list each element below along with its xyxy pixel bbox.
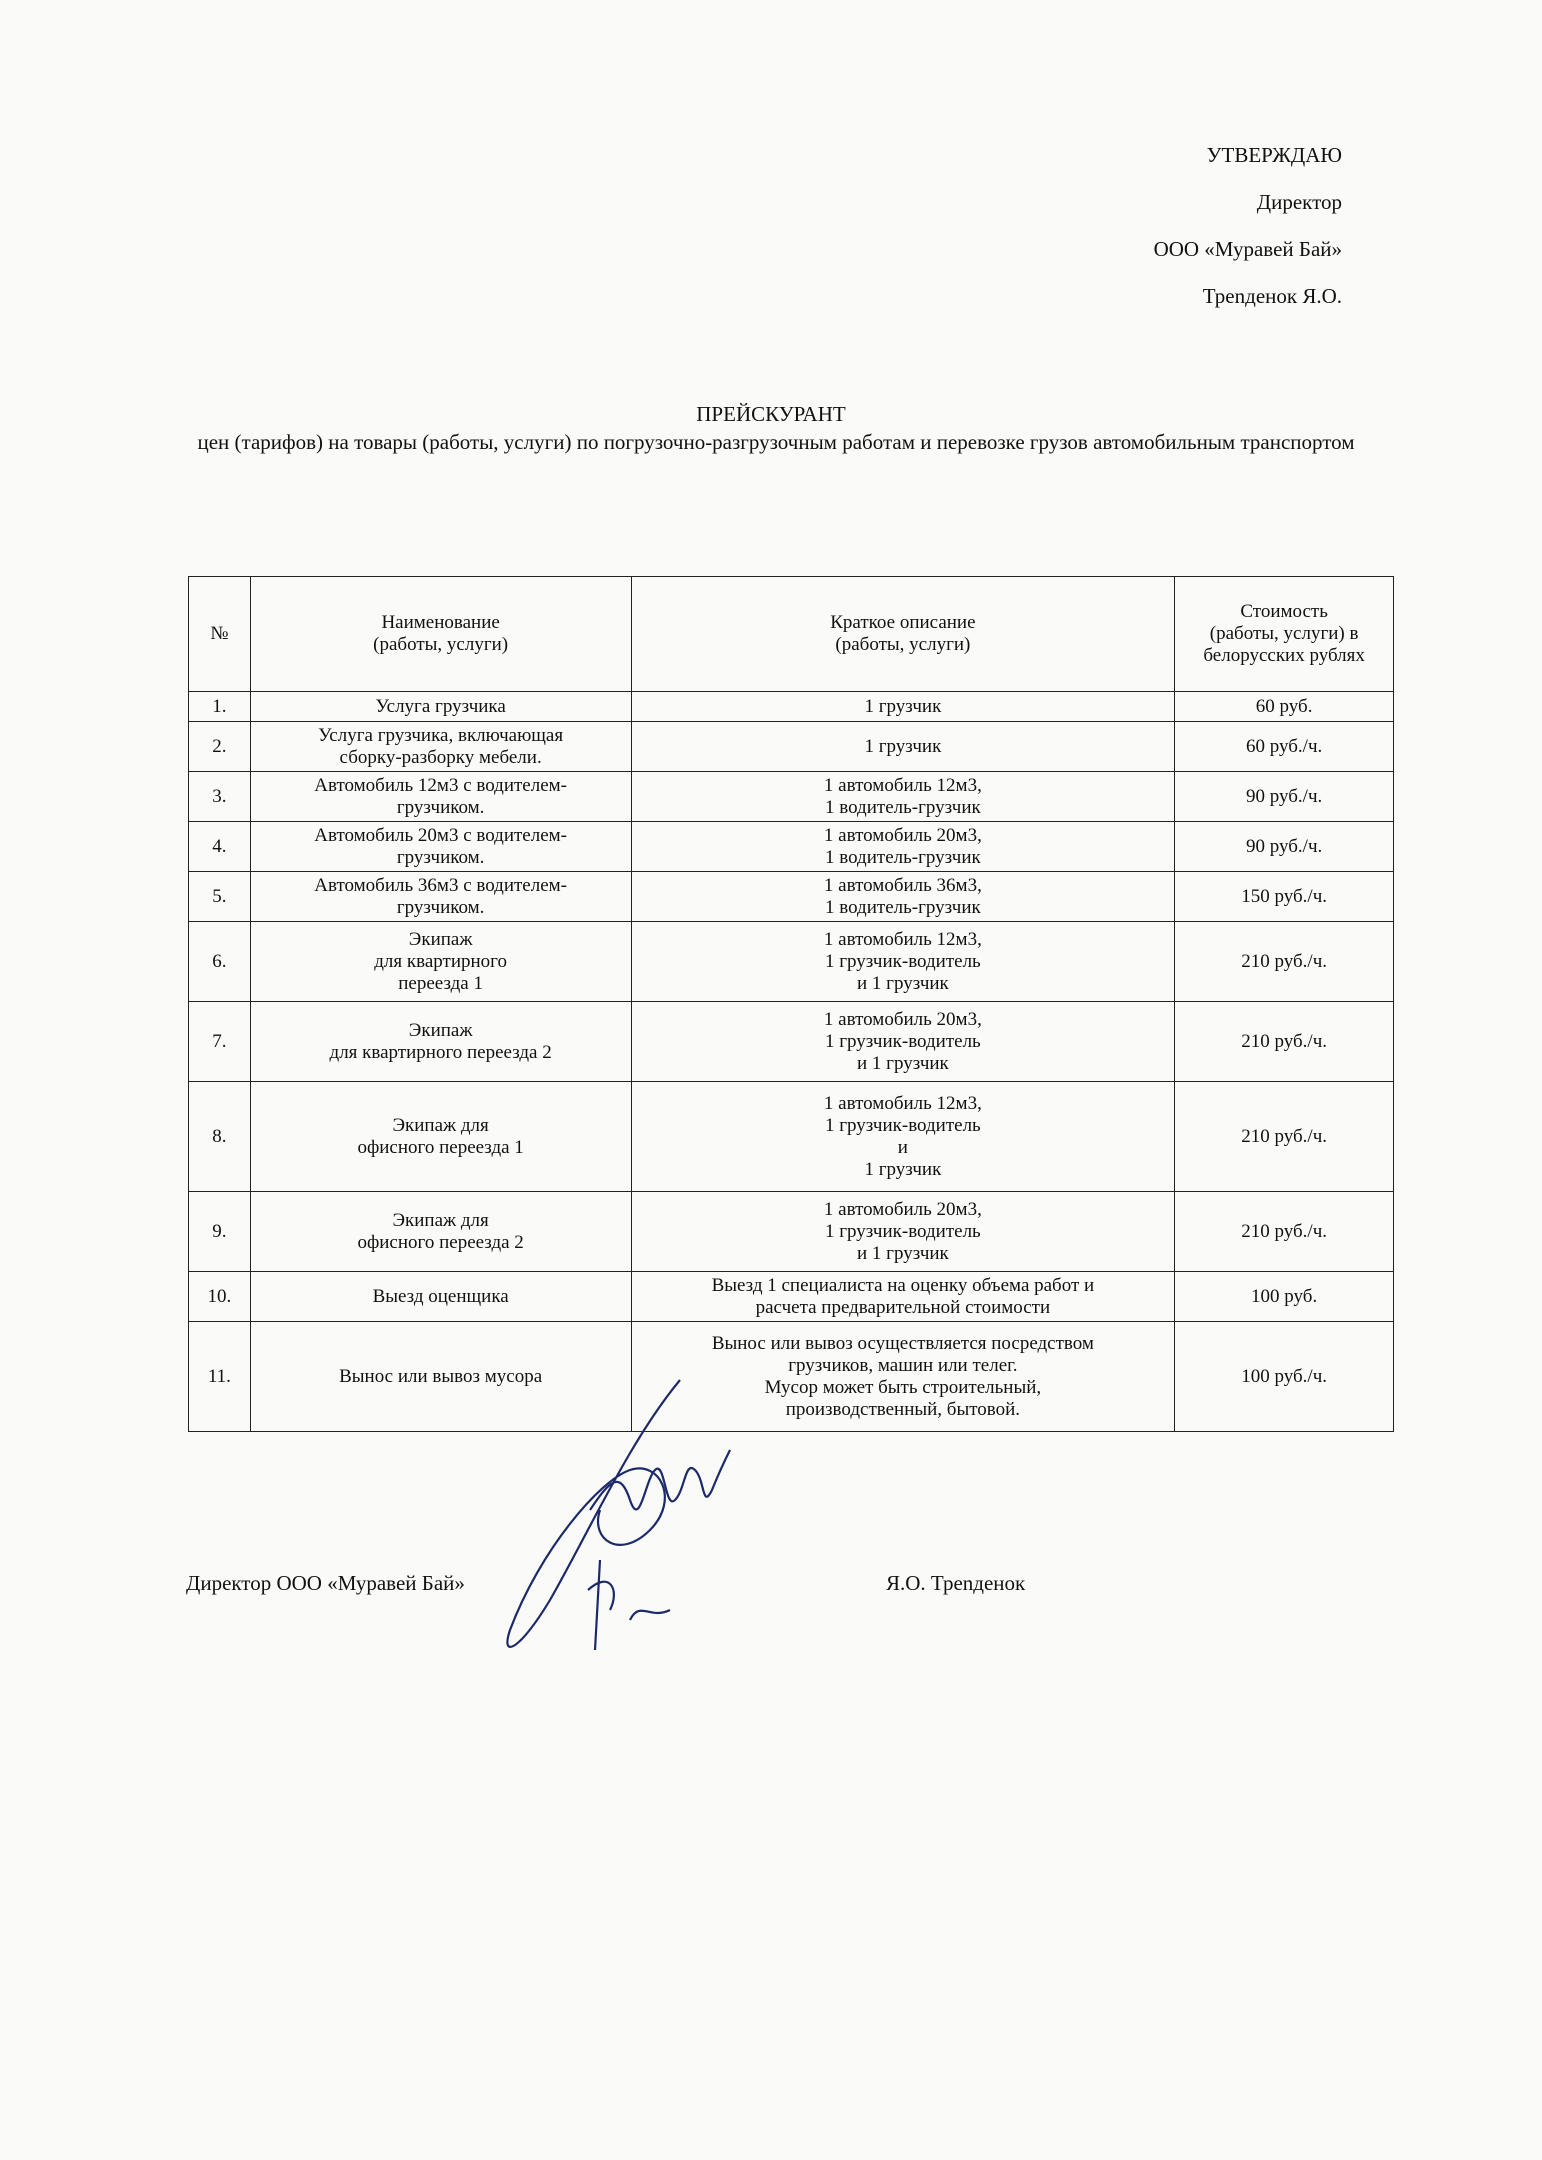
cell-description: Выезд 1 специалиста на оценку объема работ и расчета предварительной стоимости [631,1272,1175,1322]
cell-description: 1 автомобиль 20м3, 1 грузчик-водитель и 1 грузчик [631,1192,1175,1272]
table-row [189,1322,1394,1432]
table-row [189,1002,1394,1082]
cell-number: 7. [189,1002,251,1082]
cell-description: 1 автомобиль 36м3, 1 водитель-грузчик [631,872,1175,922]
footer-position: Директор ООО «Муравей Бай» [186,1571,465,1595]
table-row [189,922,1394,1002]
cell-cost: 150 руб./ч. [1175,872,1394,922]
cell-name: Экипаж для квартирного переезда 1 [250,922,631,1002]
cell-number: 10. [189,1272,251,1322]
cell-name: Экипаж для офисного переезда 1 [250,1082,631,1192]
price-table [188,576,1394,1432]
cell-number: 2. [189,722,251,772]
cell-cost: 100 руб. [1175,1272,1394,1322]
header-cost: Стоимость (работы, услуги) в белорусских рублях [1175,577,1394,692]
table-row [189,772,1394,822]
cell-description: 1 автомобиль 20м3, 1 водитель-грузчик [631,822,1175,872]
cell-name: Вынос или вывоз мусора [250,1322,631,1432]
cell-name: Автомобиль 20м3 с водителем- грузчиком. [250,822,631,872]
cell-description: 1 автомобиль 20м3, 1 грузчик-водитель и 1 грузчик [631,1002,1175,1082]
cell-description: 1 автомобиль 12м3, 1 водитель-грузчик [631,772,1175,822]
cell-number: 6. [189,922,251,1002]
table-row [189,872,1394,922]
cell-cost: 210 руб./ч. [1175,1002,1394,1082]
cell-number: 5. [189,872,251,922]
header-number: № [189,577,251,692]
cell-name: Автомобиль 12м3 с водителем- грузчиком. [250,772,631,822]
cell-name: Экипаж для офисного переезда 2 [250,1192,631,1272]
approval-heading: УТВЕРЖДАЮ [1206,143,1342,167]
table-row [189,822,1394,872]
approval-name: Трenденок Я.О. [1202,284,1342,308]
cell-cost: 210 руб./ч. [1175,1082,1394,1192]
cell-cost: 90 руб./ч. [1175,772,1394,822]
cell-name: Автомобиль 36м3 с водителем- грузчиком. [250,872,631,922]
cell-cost: 90 руб./ч. [1175,822,1394,872]
cell-name: Экипаж для квартирного переезда 2 [250,1002,631,1082]
document-title-block [0,400,1542,456]
cell-cost: 60 руб. [1175,692,1394,722]
cell-number: 8. [189,1082,251,1192]
footer-name: Я.О. Трenденок [886,1571,1026,1595]
cell-description: 1 грузчик [631,722,1175,772]
document-title: ПРЕЙСКУРАНТ [696,402,846,426]
cell-cost: 100 руб./ч. [1175,1322,1394,1432]
cell-name: Услуга грузчика [250,692,631,722]
cell-description: Вынос или вывоз осуществляется посредством грузчиков, машин или телег. Мусор может быть строительный, производственный, бытовой. [631,1322,1175,1432]
cell-description: 1 автомобиль 12м3, 1 грузчик-водитель и 1 грузчик [631,922,1175,1002]
approval-company: ООО «Муравей Бай» [1153,237,1342,261]
cell-number: 4. [189,822,251,872]
cell-number: 1. [189,692,251,722]
cell-cost: 210 руб./ч. [1175,1192,1394,1272]
header-name: Наименование (работы, услуги) [250,577,631,692]
cell-number: 3. [189,772,251,822]
cell-number: 11. [189,1322,251,1432]
cell-name: Услуга грузчика, включающая сборку-разборку мебели. [250,722,631,772]
table-header-row [189,577,1394,692]
price-table-body [189,692,1394,1432]
table-row [189,1082,1394,1192]
header-description: Краткое описание (работы, услуги) [631,577,1175,692]
table-row [189,1272,1394,1322]
table-row [189,722,1394,772]
cell-description: 1 грузчик [631,692,1175,722]
cell-cost: 210 руб./ч. [1175,922,1394,1002]
signature-image [480,1360,780,1680]
cell-description: 1 автомобиль 12м3, 1 грузчик-водитель и 1 грузчик [631,1082,1175,1192]
table-row [189,692,1394,722]
approval-block [1154,132,1342,320]
cell-name: Выезд оценщика [250,1272,631,1322]
table-row [189,1192,1394,1272]
approval-position: Директор [1256,190,1342,214]
document-subtitle: цен (тарифов) на товары (работы, услуги) по погрузочно-разгрузочным работам и перевозке грузов автомобильным транспортом [197,430,1355,454]
cell-number: 9. [189,1192,251,1272]
cell-cost: 60 руб./ч. [1175,722,1394,772]
